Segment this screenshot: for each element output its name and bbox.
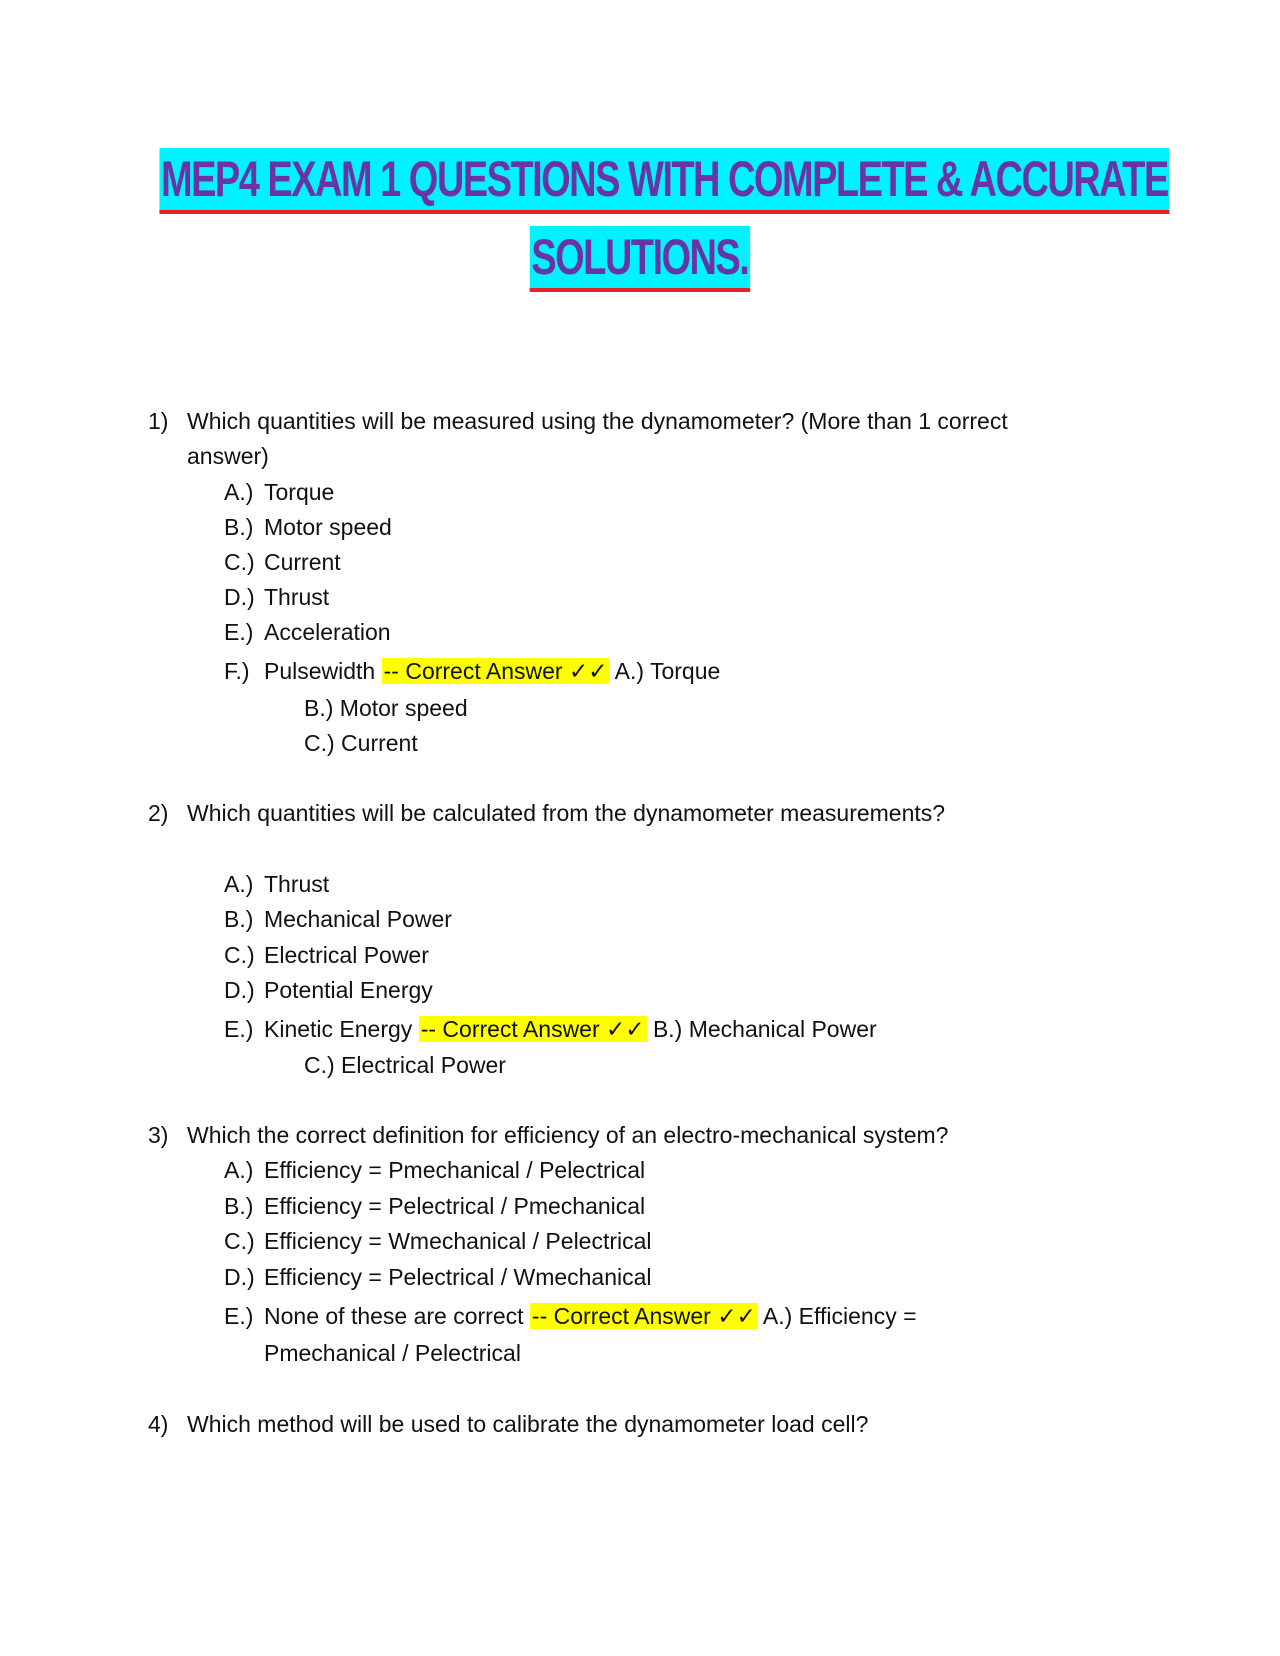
- option-text: Motor speed: [264, 514, 392, 540]
- answer-text: A.) Efficiency =: [762, 1303, 917, 1329]
- question-text: Which quantities will be measured using the dynamometer? (More than 1 correct: [187, 408, 1008, 434]
- option-letter: E.): [224, 1016, 254, 1042]
- option-letter: B.): [224, 514, 254, 540]
- option-letter: C.): [224, 1228, 255, 1254]
- question-number: 4): [148, 1411, 169, 1437]
- option-with-answer: [264, 653, 720, 689]
- question-text: Which quantities will be calculated from the dynamometer measurements?: [187, 800, 946, 826]
- option-text: Efficiency = Pmechanical / Pelectrical: [264, 1157, 646, 1183]
- title-line-2: SOLUTIONS.: [530, 226, 750, 292]
- option-text: Kinetic Energy: [264, 1016, 413, 1042]
- answer-line: Pmechanical / Pelectrical: [264, 1340, 521, 1366]
- answer-line: C.) Current: [304, 730, 418, 756]
- option-letter: E.): [224, 1303, 254, 1329]
- option-letter: A.): [224, 1157, 254, 1183]
- answer-text: B.) Mechanical Power: [652, 1016, 877, 1042]
- option-text: Efficiency = Wmechanical / Pelectrical: [264, 1228, 652, 1254]
- option-text: Acceleration: [264, 619, 391, 645]
- document-title-cont: [0, 226, 1280, 292]
- title-line-1: MEP4 EXAM 1 QUESTIONS WITH COMPLETE & ACCURATE: [159, 148, 1169, 214]
- option-letter: A.): [224, 479, 254, 505]
- answer-text: [264, 690, 468, 726]
- option-text: Efficiency = Pelectrical / Wmechanical: [264, 1264, 652, 1290]
- option-letter: C.): [224, 942, 255, 968]
- option-letter: A.): [224, 871, 254, 897]
- question-text: Which method will be used to calibrate the dynamometer load cell?: [187, 1411, 869, 1437]
- option-letter: E.): [224, 619, 254, 645]
- option-text: Potential Energy: [264, 977, 433, 1003]
- question-number: 3): [148, 1122, 169, 1148]
- option-letter: D.): [224, 584, 255, 610]
- question-text: Which the correct definition for efficiency of an electro-mechanical system?: [187, 1122, 949, 1148]
- option-text: Thrust: [264, 584, 330, 610]
- correct-answer-marker: -- Correct Answer ✓✓: [531, 1303, 756, 1329]
- option-letter: B.): [224, 906, 254, 932]
- option-letter: C.): [224, 549, 255, 575]
- correct-answer-marker: -- Correct Answer ✓✓: [383, 658, 608, 684]
- option-letter: F.): [224, 658, 250, 684]
- answer-text: A.) Torque: [614, 658, 721, 684]
- option-text: None of these are correct: [264, 1303, 524, 1329]
- option-letter: B.): [224, 1193, 254, 1219]
- option-letter: D.): [224, 977, 255, 1003]
- option-text: Current: [264, 549, 341, 575]
- question-number: 1): [148, 408, 169, 434]
- question-number: 2): [148, 800, 169, 826]
- option-text: Mechanical Power: [264, 906, 452, 932]
- answer-line: B.) Motor speed: [304, 695, 468, 721]
- correct-answer-marker: -- Correct Answer ✓✓: [420, 1016, 645, 1042]
- option-text: Electrical Power: [264, 942, 429, 968]
- option-text: Thrust: [264, 871, 330, 897]
- option-text: Efficiency = Pelectrical / Pmechanical: [264, 1193, 646, 1219]
- option-text: Torque: [264, 479, 335, 505]
- answer-line: C.) Electrical Power: [304, 1052, 506, 1078]
- answer-text: [264, 725, 418, 761]
- option-with-answer: [264, 1298, 917, 1334]
- answer-text: [264, 1047, 506, 1083]
- option-with-answer: [264, 1011, 877, 1047]
- option-letter: D.): [224, 1264, 255, 1290]
- document-title: [0, 148, 1280, 214]
- question-text-cont: answer): [187, 443, 269, 469]
- option-text: Pulsewidth: [264, 658, 376, 684]
